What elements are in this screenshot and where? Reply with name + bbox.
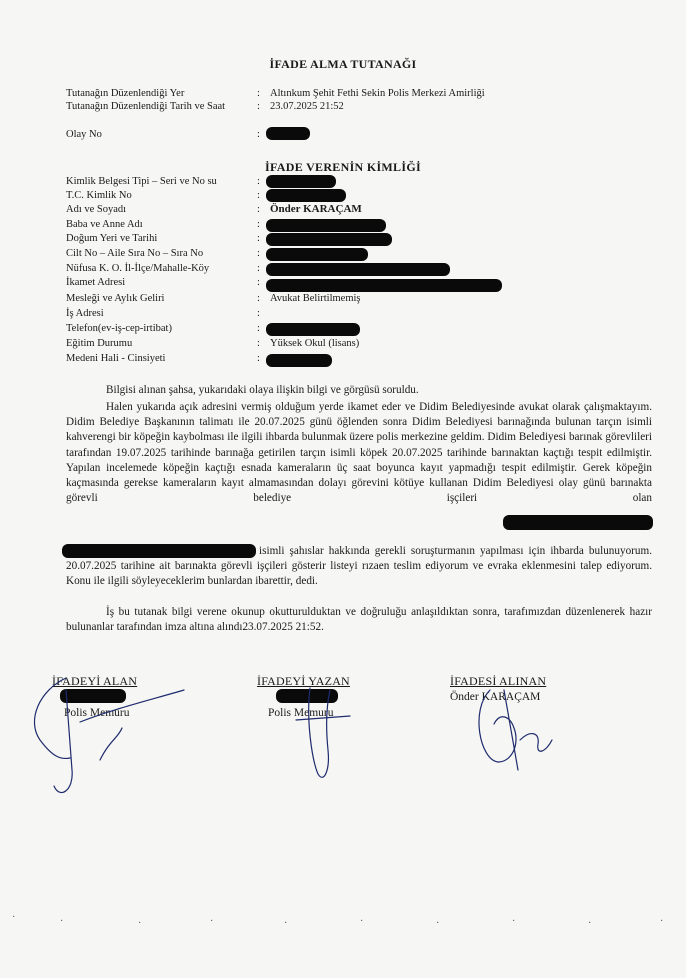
- colon: :: [257, 338, 260, 349]
- field-value-full-name: Önder KARAÇAM: [270, 203, 362, 215]
- statement-body-part2: isimli şahıslar hakkında gerekli soruşturmanın yapılması için ihbarda bulunuyorum. 20.07.2025 tarihine ait barınakta görevli işçileri gösterir listeyi rızaen teslim ediyorum ve evraka eklenmesini talep ediyorum. Konu ile ilgili söyleyeceklerim bunlardan ibarettir, dedi.: [66, 545, 652, 588]
- field-label-full-name: Adı ve Soyadı: [66, 204, 127, 215]
- field-value-education: Yüksek Okul (lisans): [270, 338, 360, 349]
- colon: :: [257, 293, 260, 304]
- colon: :: [257, 263, 260, 274]
- field-label-place: Tutanağın Düzenlendiği Yer: [66, 88, 185, 99]
- colon: :: [257, 308, 260, 319]
- document-title: İFADE ALMA TUTANAĞI: [269, 57, 417, 71]
- field-label-profession: Mesleği ve Aylık Geliri: [66, 293, 165, 304]
- signature-role-writer: Polis Memuru: [268, 707, 334, 719]
- colon: :: [257, 248, 260, 259]
- field-label-parents: Baba ve Anne Adı: [66, 219, 143, 230]
- field-value-datetime: 23.07.2025 21:52: [270, 101, 344, 112]
- identity-section-title: İFADE VERENİN KİMLİĞİ: [265, 160, 421, 174]
- colon: :: [257, 88, 260, 99]
- signature-name-giver: Önder KARAÇAM: [450, 691, 541, 703]
- field-value-profession: Avukat Belirtilmemiş: [270, 293, 361, 304]
- signature-stroke-taker: [34, 678, 70, 758]
- colon: :: [257, 233, 260, 244]
- colon: :: [257, 101, 260, 112]
- colon: :: [257, 176, 260, 187]
- signature-stroke-writer: [309, 688, 330, 777]
- statement-body-part1: Halen yukarıda açık adresini vermiş olduğum yerde ikamet eder ve Didim Belediyesinde avukat olarak çalışmaktayım. Didim Belediye Başkanının talimatı ile 20.07.2025 günü öğlenden sonra Didim Belediyesi barınağında bulunan tarçın isimli kahverengi bir köpeğin kaybolması ile ilgili ihbarda bulunmak üzere polis merkezine geldim. Didim Belediyesi barınak görevlileri tarafından 19.07.2025 tarihinde barınağa getirilen tarçın isimli köpek 20.07.2025 tarihinde barınaktan kaçtığı tespit edilmiştir. Yapılan incelemede köpeğin kaçtığı esnada kameraların üç saat boyunca kayıt yapmadığı tespit edilmiştir. Gerek köpeğin kaçmasında gerekse kameraların kayıt almamasından dolayı görevini kötüye kullanan Didim Belediyesi olay günü barınakta görevli belediye işçileri olan: [66, 401, 652, 505]
- field-label-phone: Telefon(ev-iş-cep-irtibat): [66, 323, 172, 334]
- field-label-datetime: Tutanağın Düzenlendiği Tarih ve Saat: [66, 101, 226, 112]
- field-label-marital: Medeni Hali - Cinsiyeti: [66, 353, 166, 364]
- field-label-education: Eğitim Durumu: [66, 338, 133, 349]
- signature-title-taker: İFADEYİ ALAN: [52, 674, 138, 688]
- colon: :: [257, 190, 260, 201]
- statement-closing: İş bu tutanak bilgi verene okunup okutturulduktan ve doğruluğu anlaşıldıktan sonra, tarafımızdan düzenlenerek hazır bulunanlar tarafından imza altına alındı23.07.2025 21:52.: [66, 606, 652, 634]
- field-label-registered-place: Nüfusa K. O. İl-İlçe/Mahalle-Köy: [66, 263, 210, 274]
- signature-stroke-taker: [54, 690, 72, 793]
- field-label-birth: Doğum Yeri ve Tarihi: [66, 233, 158, 244]
- signature-role-taker: Polis Memuru: [64, 707, 130, 719]
- signature-stroke-writer: [296, 716, 350, 720]
- signature-stroke-giver: [504, 690, 552, 770]
- field-label-incident-no: Olay No: [66, 129, 102, 140]
- colon: :: [257, 323, 260, 334]
- field-label-tc-no: T.C. Kimlik No: [66, 190, 132, 201]
- document-page: İFADE ALMA TUTANAĞI Tutanağın Düzenlendiği Yer : Altınkum Şehit Fethi Sekin Polis Merkezi Amirliği Tutanağın Düzenlendiği Tarih ve Saat : 23.07.2025 21:52 Olay No : İFADE VERENİN KİMLİĞİ Kimlik Belgesi Tipi – Seri ve No su : T.C. Kimlik No : Adı ve Soyadı : Önder KARAÇAM Baba ve Anne Adı : Doğum Yeri ve Tarihi : Cilt No – Aile Sıra No – Sıra No : Nüfusa K. O. İl-İlçe/Mahalle-Köy : İkamet Adresi : Mesleği ve Aylık Geliri : Avukat Belirtilmemiş İş Adresi : Telefon(ev-iş-cep-irtibat) : Eğitim Durumu : Yüksek Okul (lisans) Medeni Hali - Cinsiyeti : Bilgisi alınan şahsa, yukarıdaki olaya ilişkin bilgi ve görgüsü soruldu. Halen yukarıda açık adresini vermiş olduğum yerde ikamet eder ve Didim Belediyesinde avukat olarak çalışmaktayım. Didim Belediye Başkanının talimatı ile 20.07.2025 günü öğlenden sonra Didim Belediyesi barınağında bulunan tarçın isimli kahverengi bir köpeğin kaybolması ile ilgili ihbarda bulunmak üzere polis merkezine geldim. Didim Belediyesi barınak görevlileri tarafından 19.07.2025 tarihinde barınağa getirilen tarçın isimli köpek 20.07.2025 tarihinde barınaktan kaçtığı tespit edilmiştir. Yapılan incelemede köpeğin kaçtığı esnada kameraların üç saat boyunca kayıt yapmadığı tespit edilmiştir. Gerek köpeğin kaçmasında gerekse kameraların kayıt almamasından dolayı görevini kötüye kullanan Didim Belediyesi olay günü barınakta görevli belediye işçileri olan isimli şahıslar hakkında gerekli soruşturmanın yapılması için ihbarda bulunuyorum. 20.07.2025 tarihine ait barınakta görevli işçileri gösterir listeyi rızaen teslim ediyorum ve evraka eklenmesini talep ediyorum. Konu ile ilgili söyleyeceklerim bunlardan ibarettir, dedi. İş bu tutanak bilgi verene okunup okutturulduktan ve doğruluğu anlaşıldıktan sonra, tarafımızdan düzenlenerek hazır bulunanlar tarafından imza altına alındı23.07.2025 21:52. İFADEYİ ALAN Polis Memuru İFADEYİ YAZAN Polis Memuru İFADESİ ALINAN Önder KARAÇAM · · · · · · · · · ·: [0, 0, 686, 978]
- field-label-registry: Cilt No – Aile Sıra No – Sıra No: [66, 248, 204, 259]
- colon: :: [257, 353, 260, 364]
- field-value-place: Altınkum Şehit Fethi Sekin Polis Merkezi Amirliği: [270, 88, 485, 99]
- colon: :: [257, 219, 260, 230]
- signature-title-writer: İFADEYİ YAZAN: [257, 674, 350, 688]
- signature-stroke-taker: [80, 690, 184, 760]
- signature-title-giver: İFADESİ ALINAN: [450, 674, 547, 688]
- field-label-id-doc: Kimlik Belgesi Tipi – Seri ve No su: [66, 176, 217, 187]
- statement-intro: Bilgisi alınan şahsa, yukarıdaki olaya ilişkin bilgi ve görgüsü soruldu.: [106, 384, 419, 396]
- colon: :: [257, 129, 260, 140]
- field-label-work-address: İş Adresi: [66, 308, 104, 319]
- field-label-address: İkamet Adresi: [66, 277, 126, 288]
- colon: :: [257, 277, 260, 288]
- colon: :: [257, 204, 260, 215]
